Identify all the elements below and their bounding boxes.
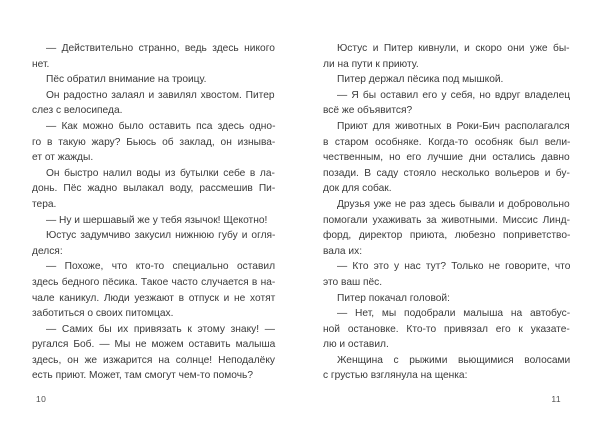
text-line bbox=[32, 353, 275, 369]
text-line-content: Он быстро налил воды из бутылки себе в ла- bbox=[46, 167, 275, 179]
text-line bbox=[323, 275, 570, 291]
text-line-content: чале каникул. Люди уезжают в отпуск и не хотят bbox=[32, 292, 276, 304]
text-line bbox=[32, 306, 275, 322]
text-line bbox=[323, 197, 570, 213]
text-line bbox=[323, 306, 570, 322]
text-line bbox=[32, 368, 275, 384]
text-line bbox=[323, 337, 570, 353]
text-line bbox=[32, 259, 275, 275]
text-line bbox=[32, 72, 275, 88]
text-line bbox=[323, 57, 570, 73]
text-line-content: чественным, но его лучшие дни остались давно bbox=[323, 152, 570, 164]
text-line-content: — Кто это у нас тут? Только не говорите, что bbox=[337, 261, 571, 273]
text-line-content: позади. В саду стояло несколько вольеров и бу- bbox=[323, 167, 570, 179]
text-line bbox=[323, 166, 570, 182]
text-line bbox=[32, 135, 275, 151]
text-line-content: ли на пути к приюту. bbox=[323, 58, 419, 70]
text-line bbox=[323, 88, 570, 104]
text-line bbox=[323, 291, 570, 307]
text-line bbox=[323, 41, 570, 57]
text-line-content: форд, директор приюта, любезно поприветство- bbox=[323, 230, 571, 242]
page-right-number: 11 bbox=[551, 394, 561, 404]
text-line bbox=[32, 181, 275, 197]
text-line bbox=[323, 135, 570, 151]
text-line-content: слез с велосипеда. bbox=[32, 105, 123, 117]
text-line-content: — Как можно было оставить пса здесь одно- bbox=[46, 120, 276, 132]
text-line bbox=[323, 72, 570, 88]
text-line bbox=[32, 150, 275, 166]
text-line bbox=[32, 41, 275, 57]
page-left-number: 10 bbox=[36, 394, 47, 404]
text-line-content: нет. bbox=[32, 58, 50, 70]
text-line bbox=[323, 244, 570, 260]
text-line-content: Юстус и Питер кивнули, и скоро они уже бы- bbox=[337, 43, 570, 54]
text-line-content: лю и оставил. bbox=[323, 339, 389, 351]
text-line bbox=[32, 228, 275, 244]
text-line-content: ругался Боб. — Мы не можем оставить малыша bbox=[32, 339, 276, 351]
text-line bbox=[32, 322, 275, 338]
text-line-content: здесь бедного пёсика. Такое часто случается в на- bbox=[32, 276, 276, 288]
text-line bbox=[323, 322, 570, 338]
text-line-content: го в такую жару? Бьюсь об заклад, он изныва- bbox=[32, 136, 276, 148]
text-line-content: — Я бы оставил его у себя, но вдруг владелец bbox=[337, 89, 571, 101]
text-line-content: ной остановке. Кто-то привязал его к указате- bbox=[323, 323, 570, 335]
text-line bbox=[32, 88, 275, 104]
text-line-content: — Самих бы их привязать к этому знаку! — bbox=[46, 323, 275, 335]
text-line-content: Юстус задумчиво закусил нижнюю губу и огля- bbox=[46, 230, 276, 242]
text-line-content: — Ну и шершавый же у тебя язычок! Щекотно! bbox=[46, 214, 268, 226]
text-line-content: с грустью взглянула на щенка: bbox=[323, 370, 468, 382]
page-right-text bbox=[323, 41, 570, 384]
text-line-content: делся: bbox=[32, 245, 63, 257]
text-line-content: Он радостно залаял и завилял хвостом. Питер bbox=[46, 89, 275, 101]
text-line-content: Питер покачал головой: bbox=[337, 292, 450, 304]
text-line bbox=[323, 213, 570, 229]
text-line bbox=[323, 119, 570, 135]
text-line-content: всё же объявится? bbox=[323, 105, 413, 117]
text-line-content: в старом особняке. Когда-то особняк был вели- bbox=[323, 136, 571, 148]
page-left-text bbox=[32, 41, 275, 384]
text-line bbox=[32, 57, 275, 73]
text-line bbox=[32, 197, 275, 213]
text-line bbox=[32, 244, 275, 260]
text-line-content: Приют для животных в Роки-Бич располагался bbox=[337, 120, 570, 132]
text-line bbox=[323, 353, 570, 369]
text-line-content: здесь, он же изжарится на солнце! Неподалёку bbox=[32, 354, 275, 366]
text-line-content: Питер держал пёсика под мышкой. bbox=[337, 74, 504, 86]
text-line-content: ет от жажды. bbox=[32, 152, 94, 164]
text-line-content: Женщина с рыжими вьющимися волосами bbox=[337, 354, 571, 366]
text-line-content: — Действительно странно, ведь здесь никого bbox=[46, 43, 275, 54]
text-line-content: есть приют. Может, там смогут чем-то помочь? bbox=[32, 370, 253, 382]
text-line bbox=[32, 213, 275, 229]
text-line bbox=[32, 119, 275, 135]
text-line bbox=[32, 166, 275, 182]
text-line-content: — Похоже, что кто-то специально оставил bbox=[46, 261, 276, 273]
text-line bbox=[323, 181, 570, 197]
text-line bbox=[32, 337, 275, 353]
text-line-content: помогали ухаживать за животными. Миссис Линд- bbox=[323, 214, 570, 226]
text-line-content: Пёс обратил внимание на троицу. bbox=[46, 74, 207, 86]
text-line-content: это ваш пёс. bbox=[323, 276, 383, 288]
text-line bbox=[32, 275, 275, 291]
text-line-content: заботиться о своих питомцах. bbox=[32, 308, 174, 320]
text-line-content: донь. Пёс жадно вылакал воду, рассмешив Пи- bbox=[32, 183, 276, 195]
text-line-content: тера. bbox=[32, 198, 57, 210]
text-line bbox=[323, 103, 570, 119]
text-line bbox=[323, 150, 570, 166]
text-line-content: вала их: bbox=[323, 245, 363, 257]
text-line bbox=[323, 259, 570, 275]
text-line-content: Друзья уже не раз здесь бывали и добровольно bbox=[337, 198, 570, 210]
text-line bbox=[323, 228, 570, 244]
text-line bbox=[323, 368, 570, 384]
text-line bbox=[32, 291, 275, 307]
text-line bbox=[32, 103, 275, 119]
text-line-content: док для собак. bbox=[323, 183, 392, 195]
text-line-content: — Нет, мы подобрали малыша на автобус- bbox=[337, 308, 571, 320]
